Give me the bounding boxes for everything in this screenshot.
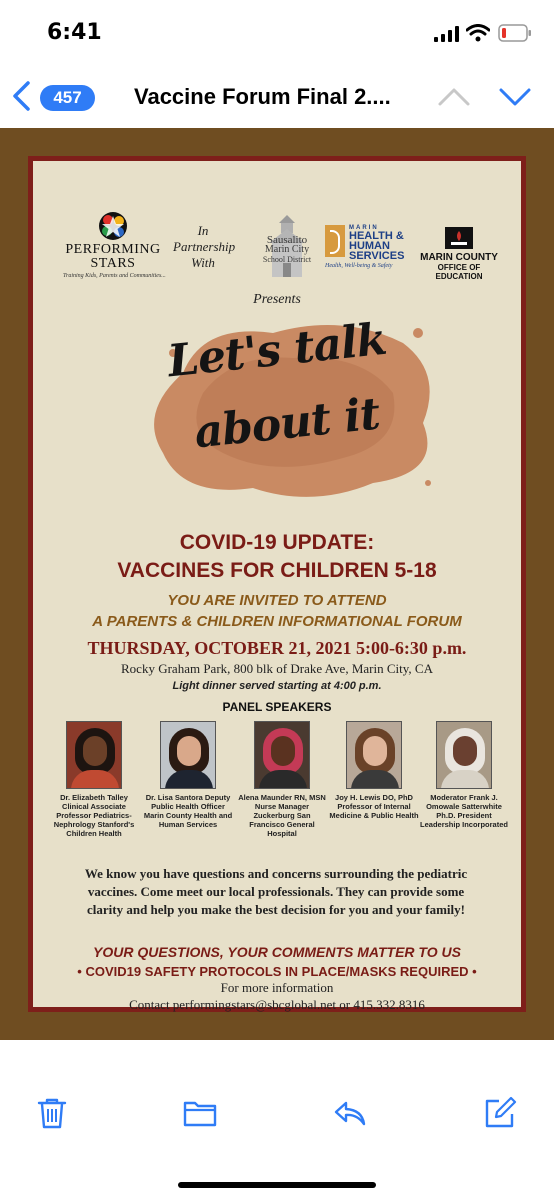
bottom-toolbar — [0, 1040, 554, 1200]
lamp-emblem-icon — [445, 227, 473, 249]
folder-icon[interactable] — [183, 1096, 217, 1130]
speaker-photo — [346, 721, 402, 789]
speaker-caption: Dr. Lisa Santora Deputy Public Health Officer Marin County Health and Human Services — [143, 793, 233, 829]
nav-bar — [0, 66, 554, 128]
flyer-body-text: We know you have questions and concerns surrounding the pediatric vaccines. Come meet our local professionals. They can provide some clarity and help you make the best decision for you and your family! — [84, 866, 468, 917]
star-icon — [98, 211, 128, 241]
speaker-caption: Dr. Elizabeth Talley Clinical Associate Professor Pediatrics-Nephrology Stanford's Children Health — [53, 793, 135, 838]
speaker-card — [237, 721, 327, 838]
cellular-signal-icon — [434, 26, 460, 42]
chevron-up-icon[interactable] — [437, 86, 471, 108]
message-count-badge[interactable]: 457 — [40, 85, 95, 111]
marin-hhs-logo: MARIN HEALTH & HUMAN SERVICES Health, Well-being & Safety — [325, 225, 405, 269]
speaker-card — [143, 721, 233, 829]
status-bar — [0, 0, 554, 66]
battery-low-icon — [498, 24, 532, 42]
dinner-note: Light dinner served starting at 4:00 p.m. — [172, 680, 382, 692]
questions-line: YOUR QUESTIONS, YOUR COMMENTS MATTER TO US — [93, 944, 461, 960]
graphic-title-line2: about it — [192, 388, 382, 459]
back-chevron-icon[interactable] — [10, 80, 32, 112]
reply-icon[interactable] — [333, 1096, 367, 1130]
speaker-caption: Moderator Frank J. Omowale Satterwhite Ph.D. President Leadership Incorporated — [420, 793, 508, 829]
speaker-photo — [436, 721, 492, 789]
speaker-card — [49, 721, 139, 838]
speaker-photo — [66, 721, 122, 789]
event-venue: Rocky Graham Park, 800 blk of Drake Ave, Marin City, CA — [121, 661, 433, 676]
safety-notice: • COVID19 SAFETY PROTOCOLS IN PLACE/MASKS REQUIRED • — [77, 964, 477, 979]
marin-county-office-logo: MARIN COUNTY OFFICE OF EDUCATION — [417, 227, 501, 281]
event-date: THURSDAY, OCTOBER 21, 2021 5:00-6:30 p.m. — [87, 638, 467, 658]
wifi-icon — [466, 24, 490, 42]
chevron-down-icon[interactable] — [498, 86, 532, 108]
compose-icon[interactable] — [483, 1096, 517, 1130]
panel-speakers-title: PANEL SPEAKERS — [222, 700, 332, 714]
home-indicator[interactable] — [178, 1182, 376, 1188]
invite-line-2: A PARENTS & CHILDREN INFORMATIONAL FORUM — [92, 613, 462, 630]
speaker-card — [329, 721, 419, 820]
presents-text: Presents — [253, 292, 301, 307]
graphic-title-line1: Let's talk — [165, 313, 389, 388]
more-info-text: For more information — [220, 980, 334, 995]
partnership-text: In Partnership With — [173, 223, 236, 270]
status-time: 6:41 — [47, 20, 102, 45]
speaker-photo — [160, 721, 216, 789]
headline-2: VACCINES FOR CHILDREN 5-18 — [117, 559, 437, 582]
performing-stars-logo — [63, 211, 166, 279]
school-district-logo: Sausalito Marin City School District — [255, 215, 319, 285]
org-tagline: Training Kids, Parents and Communities... — [63, 273, 166, 279]
speaker-photo — [254, 721, 310, 789]
flyer — [28, 156, 526, 1012]
org-name: PERFORMING STARS — [65, 242, 161, 271]
hhs-mark-icon — [325, 225, 345, 257]
attachment-image[interactable] — [0, 128, 554, 1040]
speaker-card — [419, 721, 509, 829]
flyer-body — [32, 160, 522, 1012]
nav-title: Vaccine Forum Final 2.... — [134, 84, 391, 109]
headline-1: COVID-19 UPDATE: — [179, 531, 375, 554]
speaker-caption: Joy H. Lewis DO, PhD Professor of Internal Medicine & Public Health — [329, 793, 419, 820]
trash-icon[interactable] — [35, 1096, 69, 1130]
speaker-caption: Alena Maunder RN, MSN Nurse Manager Zuckerburg San Francisco General Hospital — [238, 793, 326, 838]
contact-text: Contact performingstars@sbcglobal.net or 415.332.8316 — [129, 997, 425, 1012]
invite-line-1: YOU ARE INVITED TO ATTEND — [167, 592, 387, 609]
